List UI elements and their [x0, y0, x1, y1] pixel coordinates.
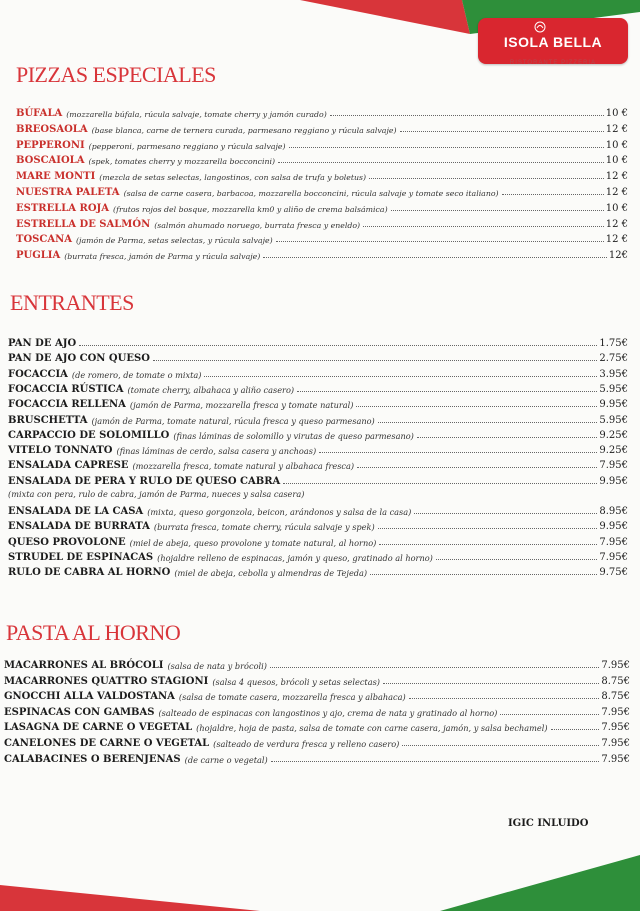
menu-item-row — [4, 672, 630, 687]
menu-item-price: 10 € — [605, 108, 628, 119]
menu-item-price: 7.95€ — [601, 753, 630, 765]
leader-dots — [417, 437, 597, 438]
leader-dots — [278, 162, 604, 163]
menu-item-name: CALABACINES O BERENJENAS — [4, 753, 181, 765]
menu-item-name: BÚFALA — [16, 108, 63, 119]
menu-item-description: (miel de abeja, cebolla y almendras de Tejeda) — [174, 568, 368, 579]
menu-item-description: (salsa 4 quesos, brócoli y setas selectas) — [212, 676, 380, 687]
leader-dots — [357, 467, 597, 468]
menu-item-description: (finas láminas de solomillo y virutas de queso parmesano) — [173, 430, 414, 441]
menu-item-description: (salmón ahumado noruego, burrata fresca y eneldo) — [154, 220, 361, 230]
menu-item-name: PAN DE AJO CON QUESO — [8, 353, 150, 365]
menu-item-name: FOCACCIA RELLENA — [8, 399, 126, 411]
menu-item-description: (de romero, de tomate o mixta) — [71, 369, 202, 380]
brand-tagline: RISTORANTE PIZZERIA — [509, 60, 597, 66]
menu-item-row — [16, 136, 628, 151]
leader-dots — [289, 147, 604, 148]
section-title-pasta: PASTA AL HORNO — [6, 620, 181, 645]
leader-dots — [356, 406, 597, 407]
leader-dots — [271, 761, 600, 762]
menu-item-name: MACARRONES AL BRÓCOLI — [4, 660, 164, 671]
leader-dots — [436, 559, 597, 560]
menu-item-description: (pepperoni, parmesano reggiano y rúcula salvaje) — [88, 141, 286, 151]
leader-dots — [204, 376, 597, 377]
menu-item-description: (salteado de espinacas con langostinos y ajo, crema de nata y gratinado al horno) — [158, 707, 498, 718]
menu-item-row — [4, 656, 630, 671]
menu-item-description: (burrata fresca, tomate cherry, rúcula salvaje y spek) — [153, 522, 375, 533]
menu-item-name: ENSALADA DE PERA Y RULO DE QUESO CABRA — [8, 475, 281, 487]
brand-name: ISOLA BELLA — [503, 34, 603, 50]
menu-item-name: TOSCANA — [16, 234, 72, 246]
leader-dots — [276, 241, 604, 242]
menu-item-name: MARE MONTI — [16, 171, 96, 183]
menu-item-description: (jamón de Parma, setas selectas, y rúcula salvaje) — [76, 236, 273, 246]
menu-item-description: (mozzarella fresca, tomate natural y albahaca fresca) — [132, 461, 355, 472]
menu-item-row — [8, 563, 628, 578]
menu-item-price: 12 € — [605, 123, 628, 135]
menu-item-price: 10 € — [605, 155, 628, 167]
menu-item-name: RULO DE CABRA AL HORNO — [8, 567, 171, 579]
menu-item-row — [8, 517, 628, 532]
menu-item-description: (salsa de nata y brócoli) — [167, 661, 267, 671]
menu-item-description: (de carne o vegetal) — [184, 754, 268, 765]
menu-item-row — [4, 750, 630, 765]
menu-item-name: ESTRELLA DE SALMÓN — [16, 218, 151, 230]
menu-item-row — [16, 104, 628, 119]
menu-item-row — [4, 687, 630, 702]
menu-item-name: ENSALADA CAPRESE — [8, 460, 129, 472]
menu-item-name: LASAGNA DE CARNE O VEGETAL — [4, 722, 193, 734]
menu-item-price: 9.95€ — [599, 399, 628, 411]
menu-item-row — [4, 734, 630, 749]
leader-dots — [153, 360, 597, 361]
leader-dots — [402, 745, 599, 746]
section-title-entrantes: ENTRANTES — [10, 290, 134, 315]
menu-item-row — [4, 703, 630, 718]
menu-item-description: (tomate cherry, albahaca y aliño casero) — [127, 384, 295, 395]
menu-item-name: BREOSAOLA — [16, 123, 88, 135]
menu-item-subdescription: (mixta con pera, rulo de cabra, jamón de Parma, nueces y salsa casera) — [8, 489, 305, 499]
menu-item-row — [8, 472, 628, 487]
menu-item-price: 7.95€ — [601, 660, 630, 671]
menu-item-description: (burrata fresca, jamón de Parma y rúcula salvaje) — [64, 252, 261, 262]
menu-item-row — [16, 230, 628, 245]
menu-item-price: 9.75€ — [599, 567, 628, 579]
leader-dots — [378, 422, 598, 423]
leader-dots — [414, 513, 597, 514]
menu-item-price: 10 € — [605, 202, 628, 214]
corner-decoration-bottom — [0, 845, 640, 911]
menu-item-price: 7.95€ — [599, 536, 628, 548]
menu-item-name: BOSCAIOLA — [16, 155, 85, 167]
menu-item-price: 7.95€ — [601, 738, 630, 749]
leader-dots — [330, 115, 604, 116]
menu-item-description: (salsa de tomate casera, mozzarella fresca y albahaca) — [178, 692, 406, 703]
menu-item-description: (hojaldre relleno de espinacas, jamón y queso, gratinado al horno) — [157, 552, 433, 563]
menu-item-name: GNOCCHI ALLA VALDOSTANA — [4, 691, 175, 703]
menu-item-name: PAN DE AJO — [8, 338, 77, 349]
menu-item-description: (mozzarella búfala, rúcula salvaje, tomate cherry y jamón curado) — [66, 110, 327, 119]
menu-item-price: 12 € — [605, 171, 628, 183]
menu-item-name: ENSALADA DE BURRATA — [8, 521, 150, 533]
menu-item-price: 10 € — [605, 139, 628, 151]
leader-dots — [409, 698, 600, 699]
menu-item-price: 1.75€ — [599, 338, 628, 349]
menu-item-description: (salteado de verdura fresca y relleno casero) — [213, 739, 400, 749]
menu-item-description: (mezcla de setas selectas, langostinos, con salsa de trufa y boletus) — [99, 173, 367, 183]
brand-logo — [478, 18, 628, 64]
menu-item-description: (finas láminas de cerdo, salsa casera y anchoas) — [116, 446, 317, 457]
leader-dots — [383, 683, 599, 684]
menu-item-description: (salsa de carne casera, barbacoa, mozzarella bocconcini, rúcula salvaje y tomate seco italiano) — [123, 189, 499, 198]
menu-item-price: 5.95€ — [599, 414, 628, 426]
leader-dots — [319, 452, 597, 453]
menu-item-name: CANELONES DE CARNE O VEGETAL — [4, 738, 210, 749]
menu-item-name: FOCACCIA — [8, 368, 68, 380]
leader-dots — [502, 194, 604, 195]
section-title-pizzas: PIZZAS ESPECIALES — [16, 62, 216, 87]
leader-dots — [379, 544, 597, 545]
menu-item-price: 3.95€ — [599, 368, 628, 380]
menu-item-row — [8, 456, 628, 471]
leader-dots — [400, 131, 604, 132]
tax-note: IGIC INLUIDO — [508, 818, 589, 829]
menu-item-price: 9.95€ — [599, 521, 628, 533]
leader-dots — [500, 714, 599, 715]
leader-dots — [270, 667, 599, 668]
menu-item-price: 2.75€ — [599, 353, 628, 365]
menu-item-row — [4, 718, 630, 733]
leader-dots — [370, 574, 597, 575]
menu-item-price: 12 € — [605, 234, 628, 246]
leader-dots — [79, 345, 597, 346]
menu-item-name: PEPPERONI — [16, 139, 85, 151]
menu-item-row — [16, 183, 628, 198]
leader-dots — [369, 178, 604, 179]
menu-item-name: NUESTRA PALETA — [16, 187, 120, 198]
menu-item-name: BRUSCHETTA — [8, 414, 88, 426]
menu-item-name: FOCACCIA RÚSTICA — [8, 383, 124, 395]
menu-item-description: (jamón de Parma, tomate natural, rúcula fresca y queso parmesano) — [91, 415, 375, 426]
menu-item-name: VITELO TONNATO — [8, 445, 113, 457]
menu-item-name: ENSALADA DE LA CASA — [8, 506, 144, 517]
menu-item-name: CARPACCIO DE SOLOMILLO — [8, 429, 170, 441]
menu-item-row — [8, 441, 628, 456]
menu-item-name: MACARRONES QUATTRO STAGIONI — [4, 675, 209, 687]
menu-item-row — [16, 199, 628, 214]
menu-item-price: 9.25€ — [599, 429, 628, 441]
menu-item-name: ESPINACAS CON GAMBAS — [4, 706, 155, 718]
leader-dots — [283, 483, 597, 484]
menu-item-row — [8, 502, 628, 517]
menu-item-row — [16, 246, 628, 261]
menu-item-row — [8, 380, 628, 395]
menu-item-row — [16, 215, 628, 230]
menu-item-row — [8, 334, 628, 349]
menu-item-price: 5.95€ — [599, 383, 628, 395]
leader-dots — [551, 729, 600, 730]
leader-dots — [391, 210, 604, 211]
menu-item-description: (mixta, queso gorgonzola, beicon, arándonos y salsa de la casa) — [147, 507, 412, 517]
menu-item-price: 8.95€ — [599, 506, 628, 517]
menu-item-row — [8, 548, 628, 563]
leader-dots — [263, 257, 607, 258]
menu-item-description: (hojaldre, hoja de pasta, salsa de tomate con carne casera, jamón, y salsa bechamel) — [196, 723, 548, 734]
menu-item-price: 8.75€ — [601, 691, 630, 703]
menu-item-row — [16, 151, 628, 166]
menu-item-description: (jamón de Parma, mozzarella fresca y tomate natural) — [129, 400, 354, 411]
menu-item-row — [8, 533, 628, 548]
menu-item-price: 7.95€ — [599, 460, 628, 472]
menu-item-price: 8.75€ — [601, 675, 630, 687]
menu-item-description: (base blanca, carne de ternera curada, parmesano reggiano y rúcula salvaje) — [91, 125, 397, 135]
leader-dots — [378, 528, 598, 529]
menu-item-name: STRUDEL DE ESPINACAS — [8, 551, 154, 563]
menu-item-name: PUGLIA — [16, 250, 61, 262]
leader-dots — [297, 391, 597, 392]
menu-item-name: QUESO PROVOLONE — [8, 536, 126, 548]
menu-item-description: (spek, tomates cherry y mozzarella bocconcini) — [88, 157, 276, 167]
logo-emblem-icon — [532, 20, 548, 34]
menu-item-row — [8, 395, 628, 410]
menu-item-row — [8, 426, 628, 441]
menu-item-price: 12€ — [608, 250, 628, 262]
menu-item-price: 12 € — [605, 218, 628, 230]
menu-item-description: (frutos rojos del bosque, mozzarella km0 y aliño de crema balsámica) — [113, 204, 388, 214]
menu-item-description: (miel de abeja, queso provolone y tomate natural, al horno) — [129, 537, 377, 548]
menu-item-price: 7.95€ — [599, 551, 628, 563]
menu-item-row — [16, 120, 628, 135]
menu-item-price: 9.25€ — [599, 445, 628, 457]
menu-item-price: 7.95€ — [601, 706, 630, 718]
menu-item-row — [8, 349, 628, 364]
menu-item-row — [16, 167, 628, 182]
menu-item-price: 12 € — [605, 187, 628, 198]
leader-dots — [363, 226, 604, 227]
menu-item-price: 7.95€ — [601, 722, 630, 734]
menu-item-name: ESTRELLA ROJA — [16, 202, 110, 214]
menu-item-row — [8, 365, 628, 380]
menu-item-price: 9.95€ — [599, 475, 628, 487]
menu-item-row — [8, 411, 628, 426]
